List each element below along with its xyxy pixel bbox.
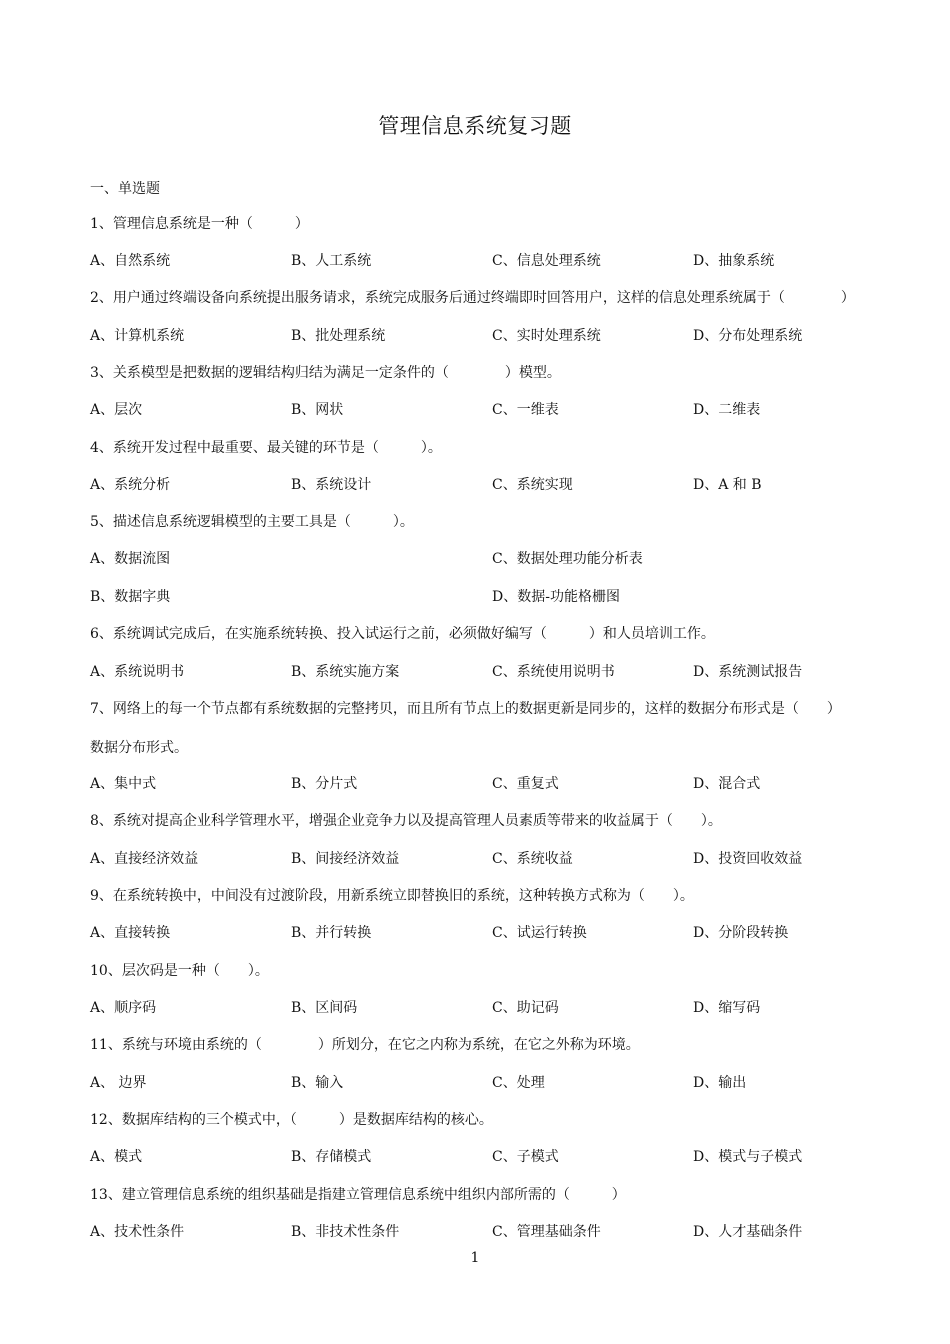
option: D、分阶段转换 xyxy=(693,925,789,941)
question-3: 3、关系模型是把数据的逻辑结构归结为满足一定条件的（ ）模型。 xyxy=(90,365,561,381)
option: A、系统分析 xyxy=(90,477,171,493)
option: B、数据字典 xyxy=(90,589,171,605)
option: C、试运行转换 xyxy=(492,925,587,941)
document-title: 管理信息系统复习题 xyxy=(378,114,572,138)
option: B、存储模式 xyxy=(291,1149,372,1165)
option: C、系统使用说明书 xyxy=(492,664,615,680)
question-6: 6、系统调试完成后，在实施系统转换、投入试运行之前，必须做好编写（ ）和人员培训工作。 xyxy=(90,626,715,642)
option: B、人工系统 xyxy=(291,253,372,269)
option: D、模式与子模式 xyxy=(693,1149,803,1165)
option: B、网状 xyxy=(291,402,344,418)
option: D、二维表 xyxy=(693,402,761,418)
option: A、 边界 xyxy=(90,1075,147,1091)
option: D、输出 xyxy=(693,1075,747,1091)
question-5: 5、描述信息系统逻辑模型的主要工具是（ ）。 xyxy=(90,514,414,530)
question-10: 10、层次码是一种（ ）。 xyxy=(90,963,269,979)
option: C、实时处理系统 xyxy=(492,328,601,344)
option: A、计算机系统 xyxy=(90,328,185,344)
option: C、系统实现 xyxy=(492,477,573,493)
option: D、抽象系统 xyxy=(693,253,775,269)
question-9: 9、在系统转换中，中间没有过渡阶段，用新系统立即替换旧的系统，这种转换方式称为（ ）。 xyxy=(90,888,694,904)
option: C、子模式 xyxy=(492,1149,559,1165)
option: A、自然系统 xyxy=(90,253,171,269)
question-8: 8、系统对提高企业科学管理水平，增强企业竞争力以及提高管理人员素质等带来的收益属于（ ）。 xyxy=(90,813,722,829)
question-7-cont: 数据分布形式。 xyxy=(90,740,188,756)
question-4: 4、系统开发过程中最重要、最关键的环节是（ ）。 xyxy=(90,440,442,456)
option: A、模式 xyxy=(90,1149,143,1165)
option: D、A 和 B xyxy=(693,477,762,493)
question-13: 13、建立管理信息系统的组织基础是指建立管理信息系统中组织内部所需的（ ） xyxy=(90,1187,626,1203)
question-11: 11、系统与环境由系统的（ ）所划分，在它之内称为系统，在它之外称为环境。 xyxy=(90,1037,640,1053)
option: A、直接转换 xyxy=(90,925,171,941)
question-7: 7、网络上的每一个节点都有系统数据的完整拷贝，而且所有节点上的数据更新是同步的，这样的数据分布形式是（ ） xyxy=(90,701,841,717)
option: D、缩写码 xyxy=(693,1000,761,1016)
option: B、分片式 xyxy=(291,776,358,792)
option: C、一维表 xyxy=(492,402,559,418)
option: A、数据流图 xyxy=(90,551,171,567)
page-number: 1 xyxy=(470,1250,480,1266)
option: A、技术性条件 xyxy=(90,1224,185,1240)
option: B、非技术性条件 xyxy=(291,1224,400,1240)
option: C、助记码 xyxy=(492,1000,559,1016)
option: A、顺序码 xyxy=(90,1000,157,1016)
option: C、系统收益 xyxy=(492,851,573,867)
option: B、区间码 xyxy=(291,1000,358,1016)
option: D、数据-功能格栅图 xyxy=(492,589,620,605)
option: C、管理基础条件 xyxy=(492,1224,601,1240)
option: B、输入 xyxy=(291,1075,344,1091)
option: C、处理 xyxy=(492,1075,545,1091)
option: B、间接经济效益 xyxy=(291,851,400,867)
option: D、投资回收效益 xyxy=(693,851,803,867)
question-2: 2、用户通过终端设备向系统提出服务请求，系统完成服务后通过终端即时回答用户，这样的信息处理系统属于（ ） xyxy=(90,290,855,306)
option: C、数据处理功能分析表 xyxy=(492,551,643,567)
option: B、批处理系统 xyxy=(291,328,386,344)
section-heading: 一、单选题 xyxy=(90,181,160,197)
option: B、并行转换 xyxy=(291,925,372,941)
option: D、人才基础条件 xyxy=(693,1224,803,1240)
option: D、分布处理系统 xyxy=(693,328,803,344)
option: D、系统测试报告 xyxy=(693,664,803,680)
option: D、混合式 xyxy=(693,776,761,792)
option: B、系统设计 xyxy=(291,477,372,493)
question-12: 12、数据库结构的三个模式中，（ ）是数据库结构的核心。 xyxy=(90,1112,493,1128)
option: A、集中式 xyxy=(90,776,157,792)
option: A、系统说明书 xyxy=(90,664,185,680)
option: B、系统实施方案 xyxy=(291,664,400,680)
question-1: 1、管理信息系统是一种（ ） xyxy=(90,216,309,232)
option: A、直接经济效益 xyxy=(90,851,199,867)
option: C、重复式 xyxy=(492,776,559,792)
option: A、层次 xyxy=(90,402,143,418)
option: C、信息处理系统 xyxy=(492,253,601,269)
